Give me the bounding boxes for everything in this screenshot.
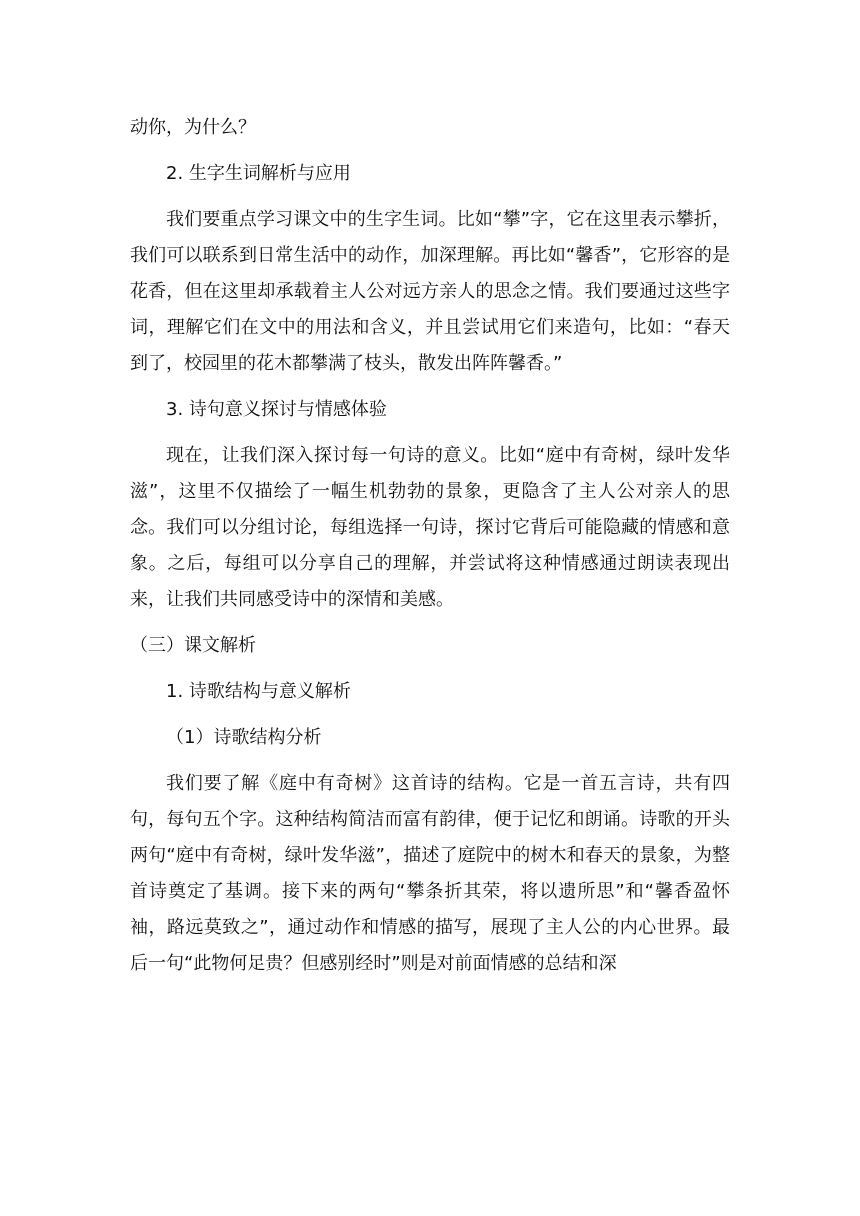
section-heading-text-analysis: （三）课文解析	[130, 635, 256, 656]
paragraph-vocabulary: 我们要重点学习课文中的生字生词。比如“攀”字，它在这里表示攀折，我们可以联系到日常生活中的动作，加深理解。再比如“馨香”，它形容的是花香，但在这里却承载着主人公对远方亲人的思念之情。我们要通过这些字词，理解它们在文中的用法和含义，并且尝试用它们来造句，比如：“春天到了，校园里的花木都攀满了枝头，散发出阵阵馨香。”	[130, 209, 730, 374]
document-body	[130, 110, 730, 992]
subheading-structure-meaning: 1. 诗歌结构与意义解析	[166, 681, 351, 702]
subheading-structure-analysis: （1）诗歌结构分析	[166, 727, 322, 748]
paragraph-structure: 我们要了解《庭中有奇树》这首诗的结构。它是一首五言诗，共有四句，每句五个字。这种结构简洁而富有韵律，便于记忆和朗诵。诗歌的开头两句“庭中有奇树，绿叶发华滋”，描述了庭院中的树木和春天的景象，为整首诗奠定了基调。接下来的两句“攀条折其荣，将以遗所思”和“馨香盈怀袖，路远莫致之”，通过动作和情感的描写，展现了主人公的内心世界。最后一句“此物何足贵？但感别经时”则是对前面情感的总结和深	[130, 773, 730, 974]
subheading-poem-meaning: 3. 诗句意义探讨与情感体验	[166, 399, 387, 420]
subheading-vocabulary: 2. 生字生词解析与应用	[166, 163, 351, 184]
paragraph-poem-meaning: 现在，让我们深入探讨每一句诗的意义。比如“庭中有奇树，绿叶发华滋”，这里不仅描绘了一幅生机勃勃的景象，更隐含了主人公对亲人的思念。我们可以分组讨论，每组选择一句诗，探讨它背后可能隐藏的情感和意象。之后，每组可以分享自己的理解，并尝试将这种情感通过朗读表现出来，让我们共同感受诗中的深情和美感。	[130, 445, 730, 610]
paragraph-continued: 动你，为什么？	[130, 117, 256, 138]
